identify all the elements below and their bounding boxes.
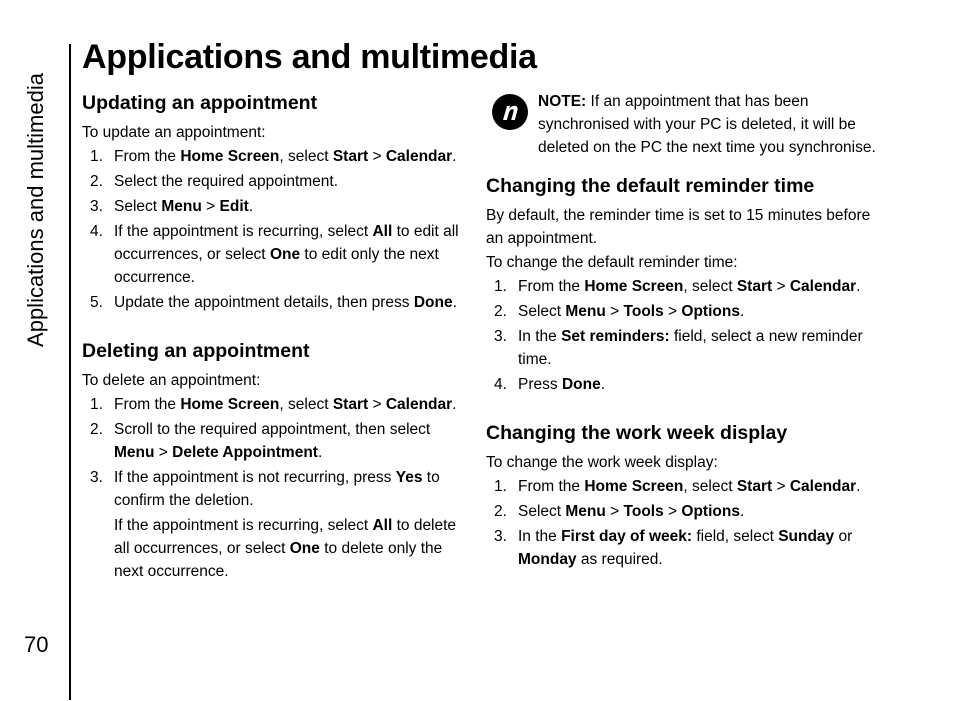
step-item — [82, 170, 470, 193]
steps-deleting — [82, 393, 470, 583]
intro-reminder: To change the default reminder time: — [486, 254, 738, 271]
step-item — [82, 393, 470, 416]
step-keyword: Start — [332, 396, 369, 413]
intro-updating: To update an appointment: — [82, 124, 266, 141]
step-keyword: Sunday — [778, 528, 835, 545]
step-keyword: Menu — [114, 444, 155, 461]
step-text: > — [154, 444, 173, 461]
step-number: 5. — [90, 294, 103, 311]
step-item — [82, 466, 470, 512]
step-keyword: Calendar — [385, 148, 453, 165]
step-keyword: Home Screen — [180, 148, 280, 165]
intro-workweek: To change the work week display: — [486, 454, 718, 471]
step-item — [82, 220, 470, 289]
section-reminder — [486, 173, 876, 396]
note-box — [486, 90, 876, 159]
step-keyword: One — [289, 540, 320, 557]
heading-workweek: Changing the work week display — [486, 422, 788, 444]
step-number: 2. — [494, 503, 507, 520]
step-item — [82, 514, 470, 583]
heading-updating: Updating an appointment — [82, 92, 318, 114]
step-text: field, select — [692, 528, 779, 545]
step-text: . — [452, 148, 457, 165]
step-number: 2. — [494, 303, 507, 320]
step-keyword: Home Screen — [180, 396, 280, 413]
step-item — [486, 325, 876, 371]
step-number: 4. — [494, 376, 507, 393]
intro-deleting: To delete an appointment: — [82, 372, 261, 389]
step-item — [82, 291, 470, 314]
page-number: 70 — [24, 632, 49, 657]
step-keyword: All — [372, 223, 393, 240]
sidebar-divider — [69, 44, 71, 700]
step-item — [486, 373, 876, 396]
step-item — [82, 145, 470, 168]
step-text: > — [368, 396, 386, 413]
step-text: Select — [518, 303, 566, 320]
step-keyword: Edit — [219, 198, 249, 215]
step-text: > — [201, 198, 220, 215]
steps-workweek — [486, 475, 876, 571]
heading-deleting: Deleting an appointment — [82, 340, 310, 362]
page-title: Applications and multimedia — [82, 38, 537, 76]
section-workweek — [486, 420, 876, 571]
step-number: 2. — [90, 173, 103, 190]
step-number: 1. — [494, 278, 507, 295]
step-keyword: Delete Appointment — [172, 444, 318, 461]
step-item — [486, 475, 876, 498]
step-text: Select — [518, 503, 566, 520]
step-keyword: All — [372, 517, 393, 534]
note-label: NOTE: — [538, 93, 587, 110]
step-text: From the — [518, 278, 585, 295]
section-deleting — [82, 338, 470, 583]
step-keyword: Calendar — [789, 278, 857, 295]
step-text: . — [600, 376, 605, 393]
step-number: 3. — [90, 469, 103, 486]
step-keyword: Home Screen — [584, 478, 684, 495]
step-text: > — [368, 148, 386, 165]
step-text: . — [452, 396, 457, 413]
step-keyword: Yes — [395, 469, 423, 486]
step-text: , select — [279, 148, 333, 165]
step-text: to confirm the deletion. — [114, 469, 440, 509]
step-text: to edit all occurrences, or select — [114, 223, 459, 263]
heading-reminder: Changing the default reminder time — [486, 175, 815, 197]
step-keyword: Start — [736, 278, 773, 295]
step-keyword: Tools — [623, 503, 664, 520]
step-text: In the — [518, 528, 562, 545]
sidebar-section-title: Applications and multimedia — [23, 73, 48, 347]
step-keyword: First day of week: — [561, 528, 693, 545]
step-keyword: Start — [736, 478, 773, 495]
step-text: . — [739, 503, 745, 520]
step-keyword: Menu — [565, 503, 606, 520]
step-text: If the appointment is not recurring, press — [114, 469, 396, 486]
step-item — [486, 275, 876, 298]
step-number: 3. — [90, 198, 103, 215]
step-text: or — [834, 528, 853, 545]
step-text: , select — [683, 478, 737, 495]
note-icon — [492, 94, 528, 130]
right-column — [486, 90, 876, 573]
step-text: to delete all occurrences, or select — [114, 517, 457, 557]
step-text: > — [605, 303, 624, 320]
step-text: Select — [114, 198, 162, 215]
section-updating — [82, 90, 470, 314]
step-keyword: Tools — [623, 303, 664, 320]
step-number: 1. — [494, 478, 507, 495]
step-keyword: Start — [332, 148, 369, 165]
body-reminder: By default, the reminder time is set to 15 minutes before an appointment. — [486, 207, 871, 247]
step-keyword: One — [269, 246, 301, 263]
step-text: to delete only the next occurrence. — [114, 540, 443, 580]
step-number: 1. — [90, 396, 103, 413]
step-number: 1. — [90, 148, 103, 165]
step-item — [486, 500, 876, 523]
step-text: . — [739, 303, 745, 320]
step-text: Select the required appointment. — [114, 173, 339, 190]
step-number: 2. — [90, 421, 103, 438]
step-number: 3. — [494, 328, 507, 345]
step-text: If the appointment is recurring, select — [114, 517, 373, 534]
steps-updating — [82, 145, 470, 314]
left-column — [82, 90, 470, 585]
step-keyword: Menu — [161, 198, 202, 215]
step-text: > — [772, 478, 790, 495]
step-text: > — [605, 503, 624, 520]
step-text: From the — [114, 148, 181, 165]
step-keyword: Menu — [565, 303, 606, 320]
step-text: , select — [279, 396, 333, 413]
step-text: Scroll to the required appointment, then select — [114, 421, 431, 438]
step-keyword: Options — [681, 303, 740, 320]
step-keyword: Calendar — [385, 396, 453, 413]
step-keyword: Options — [681, 503, 740, 520]
step-item — [82, 418, 470, 464]
step-item — [486, 300, 876, 323]
step-text: From the — [518, 478, 585, 495]
step-text: From the — [114, 396, 181, 413]
step-text: to edit only the next occurrence. — [114, 246, 439, 286]
step-text: . — [248, 198, 254, 215]
step-text: Update the appointment details, then press — [114, 294, 414, 311]
step-number: 4. — [90, 223, 103, 240]
step-text: If the appointment is recurring, select — [114, 223, 373, 240]
step-text: Press — [518, 376, 562, 393]
step-text: . — [856, 278, 861, 295]
step-keyword: Done — [561, 376, 601, 393]
step-text: as required. — [576, 551, 663, 568]
steps-reminder — [486, 275, 876, 396]
note-text: If an appointment that has been synchronised with your PC is deleted, it will be deleted on the PC the next time you synchronise. — [538, 93, 876, 156]
step-text: > — [772, 278, 790, 295]
step-item — [82, 195, 470, 218]
step-number: 3. — [494, 528, 507, 545]
step-text: > — [663, 303, 682, 320]
step-keyword: Done — [413, 294, 453, 311]
step-text: , select — [683, 278, 737, 295]
step-text: . — [317, 444, 323, 461]
step-keyword: Home Screen — [584, 278, 684, 295]
step-text: In the — [518, 328, 562, 345]
step-text: . — [452, 294, 457, 311]
step-keyword: Monday — [518, 551, 577, 568]
step-text: . — [856, 478, 861, 495]
step-keyword: Calendar — [789, 478, 857, 495]
step-keyword: Set reminders: — [561, 328, 670, 345]
step-text: field, select a new reminder time. — [518, 328, 863, 368]
step-text: > — [663, 503, 682, 520]
step-item — [486, 525, 876, 571]
